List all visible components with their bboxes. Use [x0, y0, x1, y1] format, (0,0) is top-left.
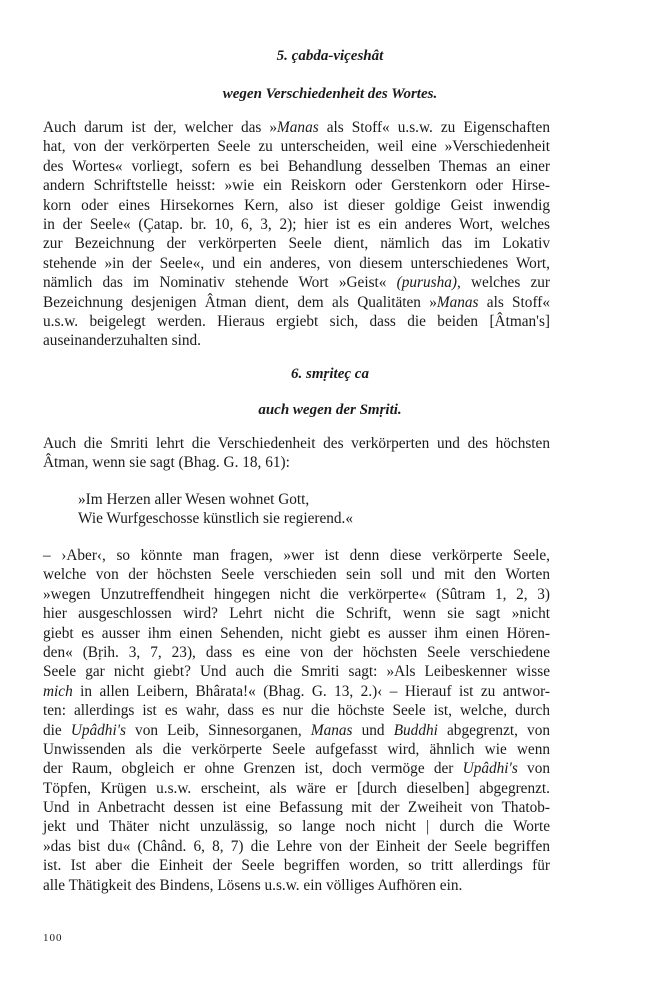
italic-term: Upâdhi's [70, 721, 126, 739]
section-5-sanskrit-title: 5. çabda-viçeshât [276, 48, 384, 64]
italic-term: Manas [436, 293, 479, 311]
text-line: andern Schriftstelle heisst: »wie ein Reiskorn oder Gerstenkorn oder Hirse- [43, 177, 550, 195]
verse-line: Wie Wurfgeschosse künstlich sie regierend.« [78, 510, 354, 528]
text-line: »das bist du« (Chând. 6, 8, 7) die Lehre von der Einheit der Seele begriffen [43, 837, 550, 855]
text-line: die Upâdhi's von Leib, Sinnesorganen, Manas und Buddhi abgegrenzt, von [43, 721, 550, 739]
section-6-german-title: auch wegen der Smṛiti. [258, 402, 402, 418]
text-line: – ›Aber‹, so könnte man fragen, »wer ist denn diese verkörperte Seele, [43, 547, 550, 564]
italic-term: Buddhi [393, 721, 438, 739]
text-line: ist. Ist aber die Einheit der Seele begriffen worden, so tritt allerdings für [43, 857, 550, 875]
italic-term: (purusha), [396, 274, 461, 292]
text-line: ten: allerdings ist es wahr, dass es nur die höchste Seele ist, welche, durch [43, 702, 550, 720]
text-line: Auch darum ist der, welcher das »Manas als Stoff« u.s.w. zu Eigenschaften [43, 119, 550, 136]
text-line: hier ausgeschlossen wird? Lehrt nicht die Schrift, wenn sie sagt »nicht [43, 605, 550, 623]
text-line: des Wortes« vorliegt, sofern es bei Behandlung desselben Themas an einer [43, 157, 550, 175]
section-6-paragraph-2 [43, 546, 550, 895]
text-line: Seele gar nicht giebt? Und auch die Smriti sagt: »Als Leibeskenner wisse [43, 663, 550, 681]
text-line: Bezeichnung desjenigen Âtman dient, dem als Qualitäten »Manas als Stoff« [43, 293, 551, 311]
text-line: hat, von der verkörperten Seele zu unterscheiden, weil eine »Verschiedenheit [43, 138, 550, 156]
text-line: »wegen Unzutreffendheit hingegen nicht die verkörperte« (Sûtram 1, 2, 3) [43, 585, 550, 603]
text-line: auseinanderzuhalten sind. [43, 332, 202, 350]
section-5-paragraph [43, 118, 550, 351]
text-line: korn oder eines Hirsekornes Kern, also ist dieser goldige Geist inwendig [43, 196, 550, 214]
text-line: Und in Anbetracht dessen ist eine Befassung mit der Zweiheit von Thatob- [43, 799, 550, 817]
text-line: der Raum, obgleich er ohne Grenzen ist, doch vermöge der Upâdhi's von [43, 760, 550, 778]
italic-term: Manas [310, 721, 353, 739]
section-6-sanskrit-title: 6. smṛiteç ca [291, 366, 369, 382]
text-line: u.s.w. beigelegt werden. Hieraus ergiebt sich, dass die beiden [Âtman's] [43, 312, 550, 330]
section-6-paragraph [43, 434, 550, 473]
verse-quote [78, 490, 558, 529]
text-line: alle Thätigkeit des Bindens, Lösens u.s.w. ein völliges Aufhören ein. [43, 876, 463, 894]
text-line: in der Seele« (Çatap. br. 10, 6, 3, 2); hier ist es ein anderes Wort, welches [43, 215, 550, 233]
text-line: stehende »in der Seele«, und ein anderes, von diesem unterschiedenes Wort, [43, 254, 550, 272]
text-line: nämlich das im Nominativ stehende Wort »Geist« (purusha), welches zur [43, 274, 550, 292]
text-line: jekt und Thäter nicht unzulässig, so lange noch nicht | durch die Worte [43, 818, 550, 836]
verse-line: »Im Herzen aller Wesen wohnet Gott, [78, 491, 310, 508]
italic-term: Upâdhi's [462, 760, 518, 778]
text-line: mich in allen Leibern, Bhârata!« (Bhag. G. 13, 2.)‹ – Hierauf ist zu antwor- [43, 682, 550, 700]
text-line: den« (Bṛih. 3, 7, 23), dass es eine von der höchsten Seele verschiedene [43, 643, 550, 661]
text-line: welche von der höchsten Seele verschieden sein soll und mit den Worten [43, 566, 550, 584]
text-line: zur Bezeichnung der verkörperten Seele dient, nämlich das im Lokativ [43, 235, 550, 253]
text-line: Âtman, wenn sie sagt (Bhag. G. 18, 61): [43, 454, 290, 472]
italic-term: mich [43, 682, 73, 700]
text-line: Unwissenden als die verkörperte Seele aufgefasst wird, ähnlich wie wenn [43, 740, 550, 758]
italic-term: Manas [277, 119, 319, 136]
text-line: Töpfen, Krügen u.s.w. erscheint, als wäre er [durch dieselben] abgegrenzt. [43, 779, 550, 797]
text-line: Auch die Smriti lehrt die Verschiedenheit des verkörperten und des höchsten [43, 435, 550, 452]
text-line: giebt es ausser ihm einen Sehenden, nicht giebt es ausser ihm einen Hören- [43, 624, 550, 642]
page-number: 100 [43, 932, 63, 944]
section-5-german-title: wegen Verschiedenheit des Wortes. [222, 86, 438, 102]
